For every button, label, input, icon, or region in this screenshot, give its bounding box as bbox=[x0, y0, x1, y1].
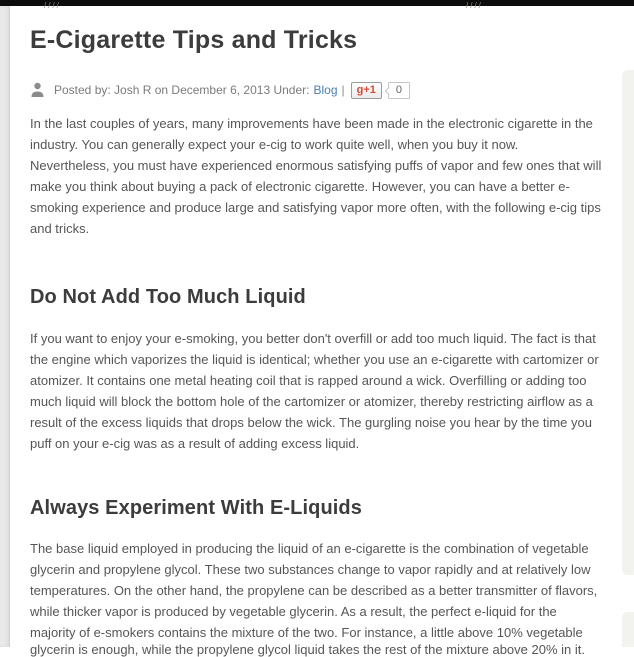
meta-separator: | bbox=[341, 83, 345, 97]
category-link[interactable]: Blog bbox=[313, 83, 338, 97]
paragraph-line: make you think about buying a pack of electronic cigarette. However, you can have a better e- bbox=[30, 179, 570, 194]
paragraph-line: In the last couples of years, many improvements have been made in the electronic cigarette in the bbox=[30, 116, 593, 131]
paragraph-line: If you want to enjoy your e-smoking, you better don't overfill or add too much liquid. The fact is that bbox=[30, 331, 596, 346]
article-content bbox=[10, 6, 621, 657]
nav-text-fragment-right: //// bbox=[466, 1, 483, 10]
paragraph-line: The base liquid employed in producing the liquid of an e-cigarette is the combination of vegetable bbox=[30, 541, 589, 556]
post-meta bbox=[30, 81, 612, 99]
plusone-count: 0 bbox=[388, 82, 410, 99]
section-heading-liquid: Do Not Add Too Much Liquid bbox=[30, 286, 306, 308]
eliquids-paragraph bbox=[30, 538, 612, 643]
page-title: E-Cigarette Tips and Tricks bbox=[30, 26, 358, 54]
paragraph-line: and tricks. bbox=[30, 221, 90, 236]
post-meta-text: Posted by: Josh R on December 6, 2013 Under: bbox=[54, 83, 310, 97]
paragraph-line: smoking experience and produce large and satisfying vapor more often, with the following e-cig tips bbox=[30, 200, 601, 215]
google-plusone-widget bbox=[351, 82, 410, 99]
author-avatar-icon bbox=[30, 82, 45, 98]
paragraph-line: atomizer. It contains one metal heating coil that is rapped around a wick. Overfilling or adding too bbox=[30, 373, 587, 388]
paragraph-line: result of the excess liquids that drops below the wick. The gurgling noise you hear by the time you bbox=[30, 415, 592, 430]
paragraph-line: majority of e-smokers contains the mixture of the two. For instance, a little above 10% vegetable bbox=[30, 625, 583, 640]
paragraph-line: Nevertheless, you must have experienced enormous satisfying puffs of vapor and few ones that will bbox=[30, 158, 602, 173]
page-edge-strip bbox=[0, 6, 10, 647]
paragraph-line: puff on your e-cig was as a result of adding excess liquid. bbox=[30, 436, 360, 451]
nav-text-fragment-left: //// bbox=[44, 1, 61, 10]
paragraph-line: temperatures. On the other hand, the propylene can be described as a better transmitter of flavors, bbox=[30, 583, 598, 598]
intro-paragraph bbox=[30, 113, 612, 239]
paragraph-line: industry. You can generally expect your e-cig to work quite well, when you buy it now. bbox=[30, 137, 519, 152]
section-heading-eliquids: Always Experiment With E-Liquids bbox=[30, 497, 362, 519]
plusone-button[interactable]: g+1 bbox=[351, 82, 382, 99]
paragraph-line: while thicker vapor is produced by vegetable glycerin. As a result, the perfect e-liquid for the bbox=[30, 604, 557, 619]
paragraph-line: the engine which vaporizes the liquid is identical; whether you use an e-cigarette with cartomizer or bbox=[30, 352, 599, 367]
paragraph-line-clipped: glycerin is enough, while the propylene glycol liquid takes the rest of the mixture above 20% in it. bbox=[30, 642, 585, 657]
paragraph-line: glycerin and propylene glycol. These two substances change to vapor rapidly and at relatively low bbox=[30, 562, 591, 577]
paragraph-line: much liquid will block the bottom hole of the cartomizer or atomizer, thereby restricting airflow as a bbox=[30, 394, 593, 409]
scrollbar-track-upper[interactable] bbox=[622, 70, 634, 575]
liquid-paragraph bbox=[30, 328, 612, 454]
scrollbar-track-lower[interactable] bbox=[622, 612, 634, 647]
top-nav-bar bbox=[0, 0, 634, 10]
